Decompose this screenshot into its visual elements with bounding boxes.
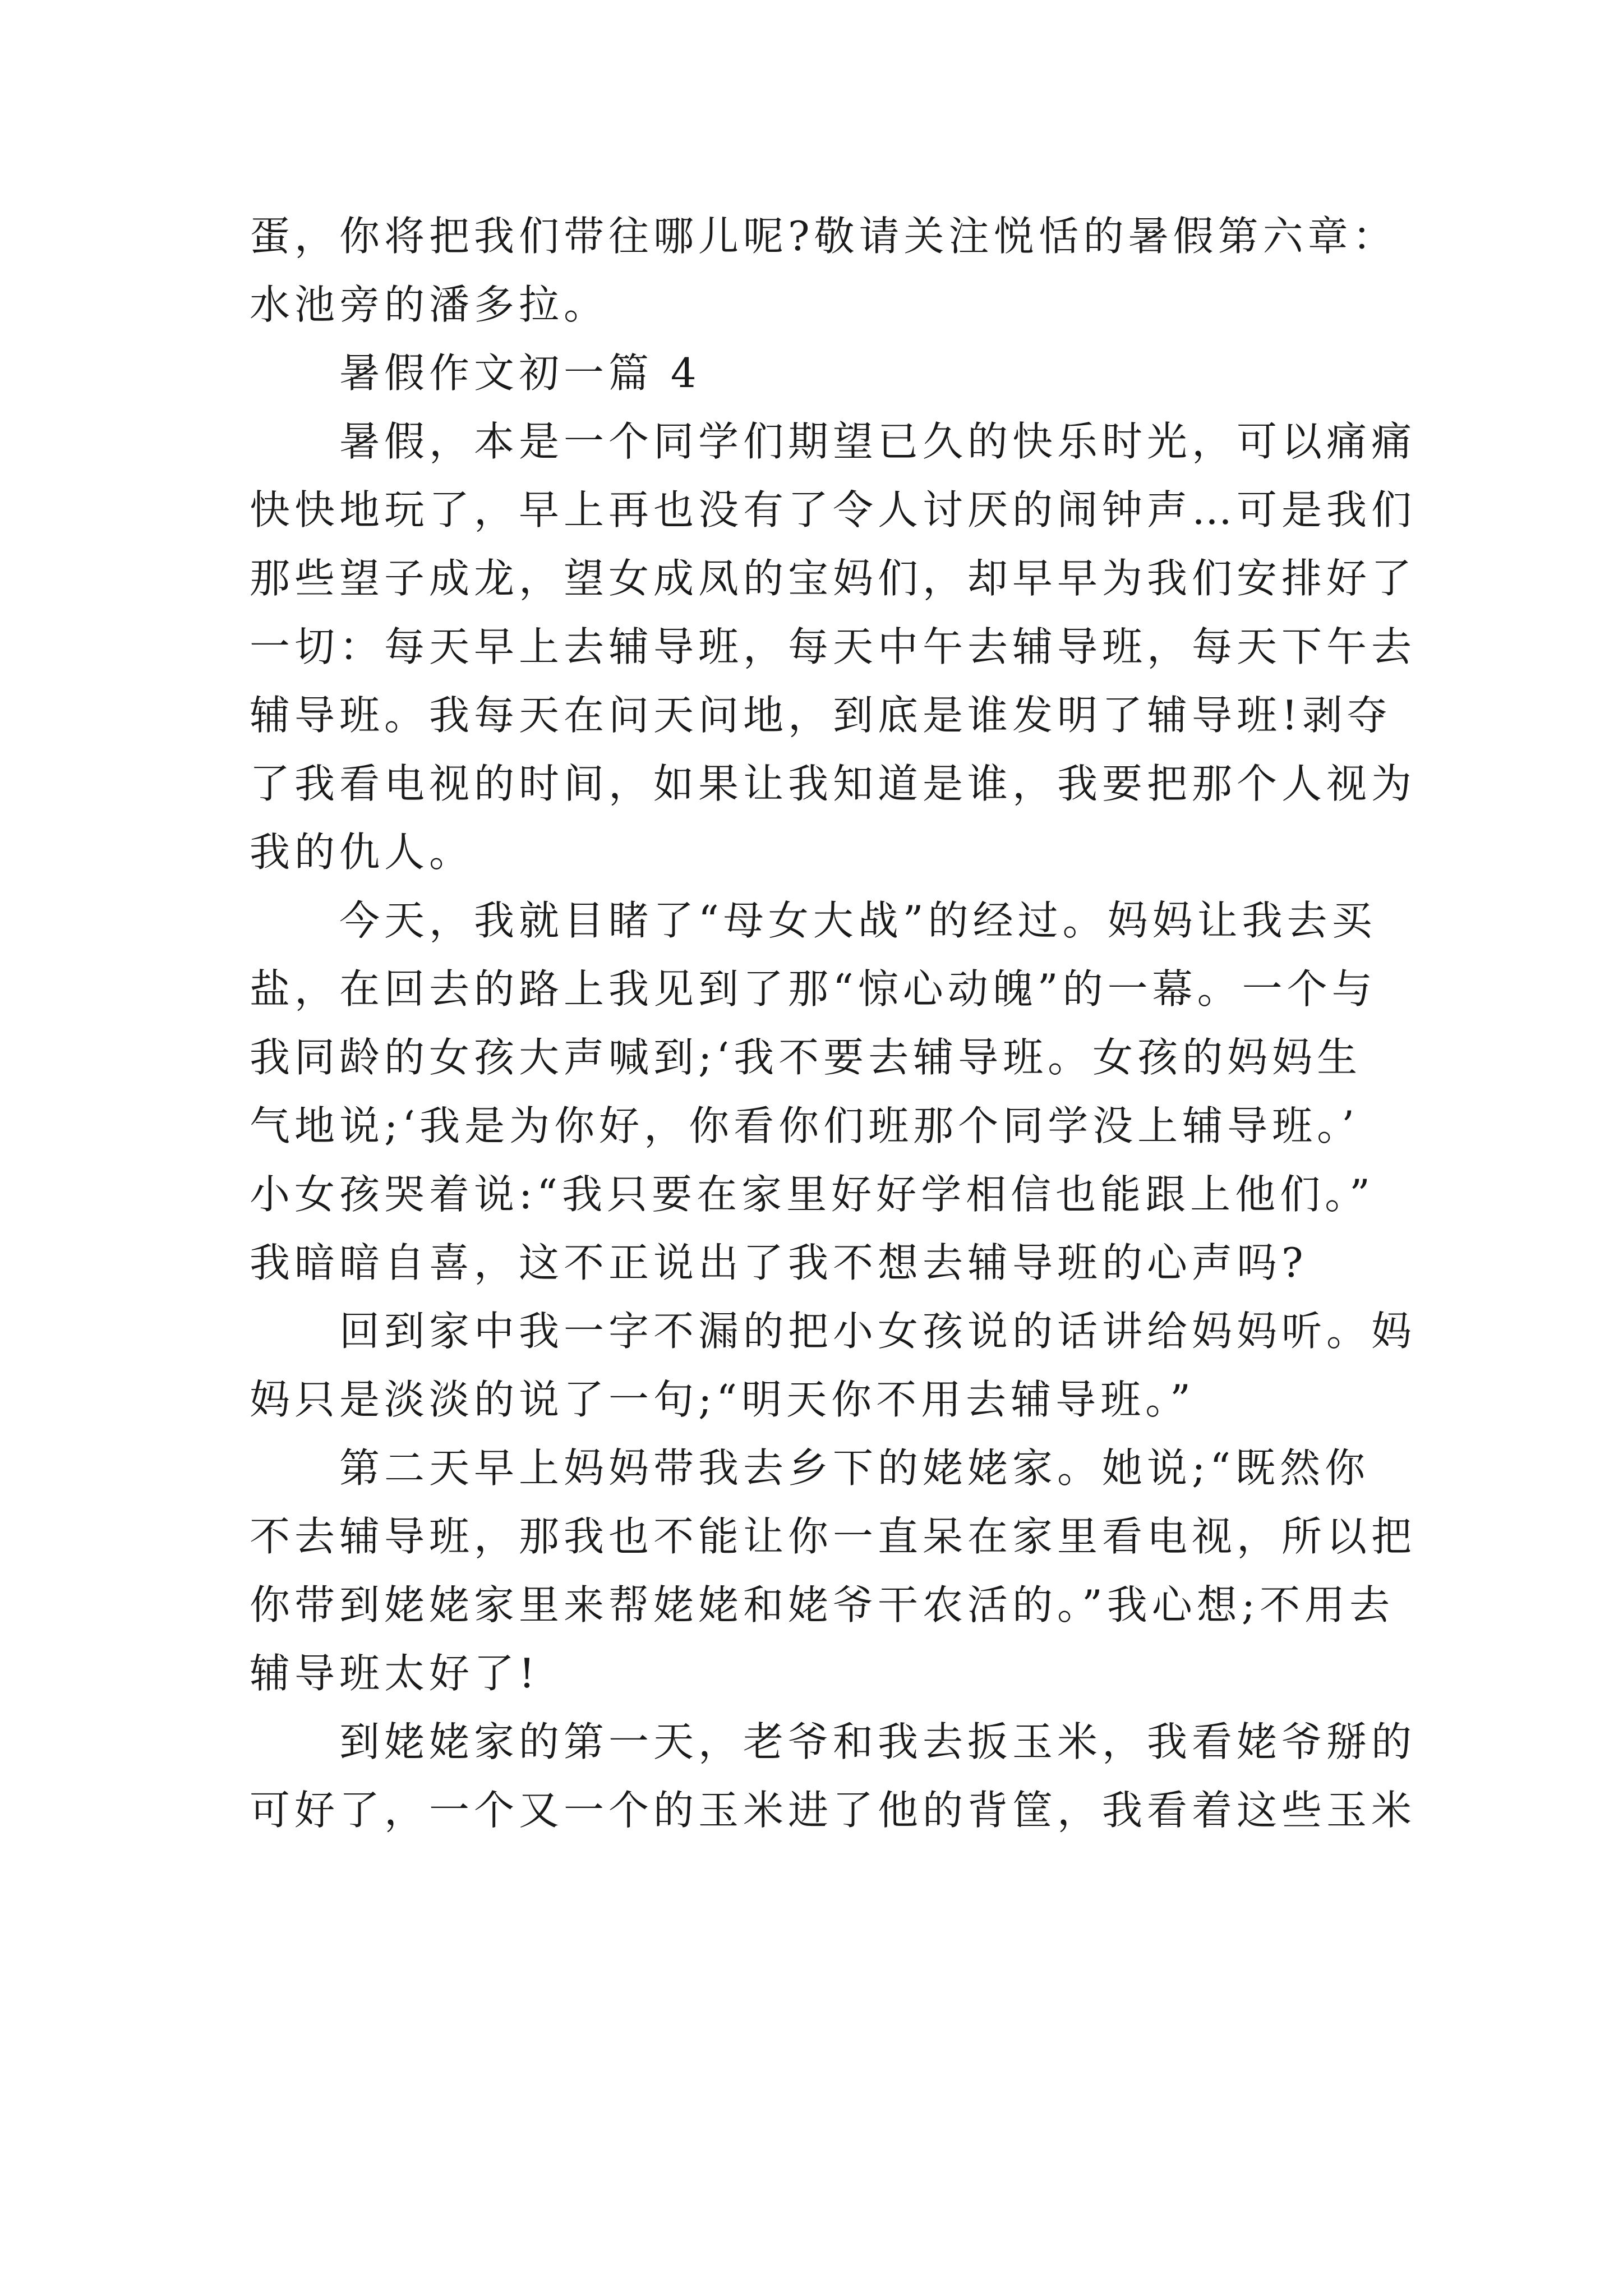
- text-line: 盐，在回去的路上我见到了那“惊心动魄”的一幕。一个与: [250, 965, 1377, 1013]
- text-line: 我暗暗自喜，这不正说出了我不想去辅导班的心声吗?: [250, 1239, 1308, 1286]
- text-line: 妈只是淡淡的说了一句;“明天你不用去辅导班。”: [250, 1376, 1195, 1423]
- text-line: 一切：每天早上去辅导班，每天中午去辅导班，每天下午去: [250, 623, 1417, 670]
- text-line: 到姥姥家的第一天，老爷和我去扳玉米，我看姥爷掰的: [339, 1718, 1417, 1765]
- text-line: 辅导班。我每天在问天问地，到底是谁发明了辅导班!剥夺: [250, 692, 1392, 739]
- text-line: 小女孩哭着说:“我只要在家里好好学相信也能跟上他们。”: [250, 1171, 1375, 1218]
- text-line: 今天，我就目睹了“母女大战”的经过。妈妈让我去买: [339, 897, 1377, 944]
- text-line: 气地说;‘我是为你好，你看你们班那个同学没上辅导班。’: [250, 1102, 1359, 1149]
- section-heading: 暑假作文初一篇 4: [339, 349, 701, 397]
- text-line: 你带到姥姥家里来帮姥姥和姥爷干农活的。”我心想;不用去: [250, 1581, 1395, 1628]
- text-line: 可好了，一个又一个的玉米进了他的背筐，我看着这些玉米: [250, 1787, 1417, 1834]
- text-line: 不去辅导班，那我也不能让你一直呆在家里看电视，所以把: [250, 1513, 1417, 1560]
- text-line: 辅导班太好了!: [250, 1650, 540, 1697]
- text-line: 水池旁的潘多拉。: [250, 281, 609, 328]
- document-body: [250, 202, 1417, 1844]
- text-line: 快快地玩了，早上再也没有了令人讨厌的闹钟声…可是我们: [250, 486, 1417, 533]
- text-line: 我的仇人。: [250, 829, 474, 876]
- text-line: 回到家中我一字不漏的把小女孩说的话讲给妈妈听。妈: [339, 1308, 1417, 1355]
- text-line: 蛋，你将把我们带往哪儿呢?敬请关注悦恬的暑假第六章：: [250, 213, 1398, 260]
- text-line: 那些望子成龙，望女成凤的宝妈们，却早早为我们安排好了: [250, 555, 1417, 602]
- text-line: 我同龄的女孩大声喊到;‘我不要去辅导班。女孩的妈妈生: [250, 1034, 1362, 1081]
- text-line: 暑假，本是一个同学们期望已久的快乐时光，可以痛痛: [339, 418, 1417, 465]
- text-line: 第二天早上妈妈带我去乡下的姥姥家。她说;“既然你: [339, 1444, 1370, 1492]
- text-line: 了我看电视的时间，如果让我知道是谁，我要把那个人视为: [250, 760, 1417, 807]
